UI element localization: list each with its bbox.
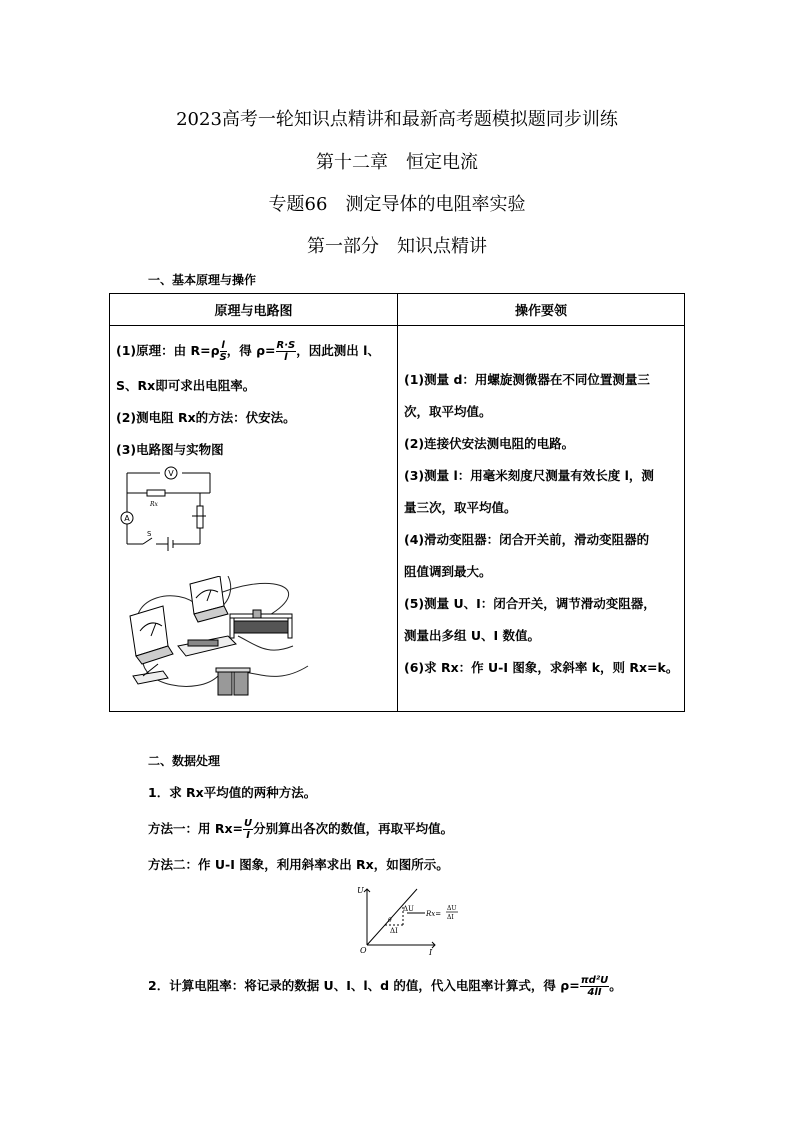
resistor-label: Rx xyxy=(150,501,158,508)
principle-table xyxy=(109,293,685,712)
axis-i-label: I xyxy=(429,948,433,955)
switch-label: S xyxy=(147,530,152,538)
operation-line-4: (3)测量 l：用毫米刻度尺测量有效长度 l，测 xyxy=(404,468,654,483)
section2-heading: 二、数据处理 xyxy=(148,754,221,768)
origin-label: O xyxy=(360,946,367,955)
operation-line-10: (6)求 Rx：作 U-I 图象，求斜率 k，则 Rx=k。 xyxy=(404,660,679,675)
apparatus-picture xyxy=(118,576,318,701)
principle-line-2: S、Rx即可求出电阻率。 xyxy=(116,378,256,393)
principle-line-4: (3)电路图与实物图 xyxy=(116,442,224,457)
operation-line-3: (2)连接伏安法测电阻的电路。 xyxy=(404,436,575,451)
part-title: 第一部分 知识点精讲 xyxy=(307,236,487,257)
u-over-i-fraction: $\frac{U}{I}$ xyxy=(244,818,253,841)
voltmeter-label: V xyxy=(168,469,174,478)
operation-cell xyxy=(398,326,685,712)
operation-line-5: 量三次，取平均值。 xyxy=(404,500,517,515)
rho-formula-fraction: $\frac{R\cdot S}{l}$ xyxy=(276,340,296,363)
rx-frac-den: ΔI xyxy=(447,914,454,921)
circuit-diagram xyxy=(120,466,230,551)
operation-line-8: (5)测量 U、I：闭合开关，调节滑动变阻器， xyxy=(404,596,656,611)
ammeter-label: A xyxy=(124,514,130,523)
operation-line-2: 次，取平均值。 xyxy=(404,404,492,419)
theta-label: θ xyxy=(388,917,392,924)
operation-line-7: 阻值调到最大。 xyxy=(404,564,492,579)
data-item-2: 2．计算电阻率：将记录的数据 U、I、l、d 的值，代入电阻率计算式，得 ρ= $\frac{\text{πd²U}}{4lI}$ 。 xyxy=(148,975,622,998)
data-item-1: 1．求 Rx平均值的两种方法。 xyxy=(148,785,317,800)
col-header-operation: 操作要领 xyxy=(398,294,685,326)
rx-label: Rx= xyxy=(426,910,442,918)
delta-u-label: ΔU xyxy=(403,905,414,913)
chapter-title: 第十二章 恒定电流 xyxy=(316,152,478,173)
doc-title: 2023高考一轮知识点精讲和最新高考题模拟题同步训练 xyxy=(176,109,618,130)
rx-frac-num: ΔU xyxy=(447,905,457,912)
col-header-principle: 原理与电路图 xyxy=(110,294,398,326)
resistivity-fraction: $\frac{\text{πd²U}}{4lI}$ xyxy=(580,975,609,998)
method-two: 方法二：作 U-I 图象，利用斜率求出 Rx，如图所示。 xyxy=(148,857,449,872)
operation-line-9: 测量出多组 U、I 数值。 xyxy=(404,628,541,643)
section1-heading: 一、基本原理与操作 xyxy=(148,273,257,287)
delta-i-label: ΔI xyxy=(390,927,398,935)
principle-line-1: (1)原理：由 R=ρ $\frac{l}{S}$ ，得 ρ= $\frac{R\cdot S}{l}$ ，因此测出 l、 xyxy=(116,340,380,363)
topic-title: 专题66 测定导体的电阻率实验 xyxy=(268,194,526,215)
axis-u-label: U xyxy=(357,886,364,895)
u-i-graph xyxy=(355,885,465,955)
principle-line-3: (2)测电阻 Rx的方法：伏安法。 xyxy=(116,410,296,425)
principle-cell xyxy=(110,326,398,712)
operation-line-6: (4)滑动变阻器：闭合开关前，滑动变阻器的 xyxy=(404,532,650,547)
rho-fraction: $\frac{l}{S}$ xyxy=(219,340,227,363)
method-one: 方法一：用 Rx= $\frac{U}{I}$ 分别算出各次的数值，再取平均值。 xyxy=(148,818,454,841)
operation-line-1: (1)测量 d：用螺旋测微器在不同位置测量三 xyxy=(404,372,650,387)
